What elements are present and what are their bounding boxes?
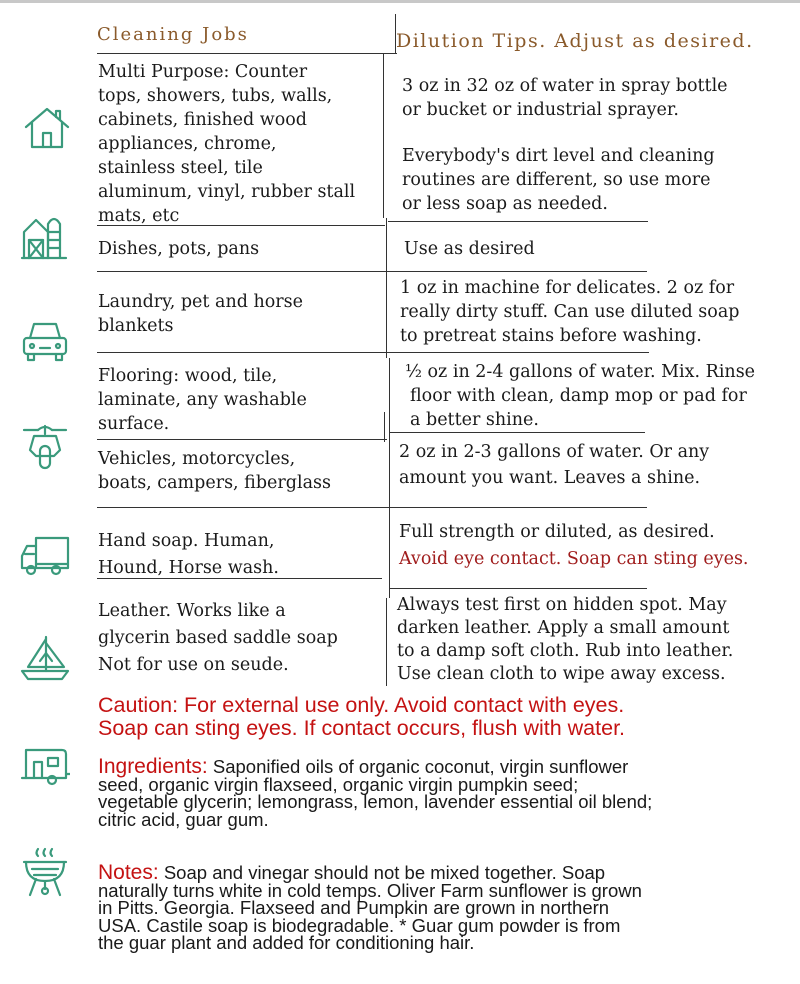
tip-cell: Everybody's dirt level and cleaning routines are different, so use more or less soap as needed. — [402, 146, 715, 214]
job-cell: Dishes, pots, pans — [98, 239, 260, 259]
tip-cell: Always test first on hidden spot. May darken leather. Apply a small amount to a damp soft cloth. Rub into leather. Use clean cloth to wipe away excess. — [397, 595, 734, 684]
tip-cell: 3 oz in 32 oz of water in spray bottle or bucket or industrial sprayer. — [402, 76, 728, 120]
column-divider — [384, 412, 385, 442]
house-icon — [22, 103, 72, 153]
tip-cell: 1 oz in machine for delicates. 2 oz for really dirty stuff. Can use diluted soap to pretreat stains before washing. — [400, 278, 740, 346]
sailboat-icon — [20, 633, 70, 683]
column-divider — [386, 218, 387, 358]
tip-cell: Full strength or diluted, as desired. Avoid eye contact. Soap can sting eyes. — [399, 519, 799, 573]
notes-paragraph: Notes: Soap and vinegar should not be mixed together. Soap naturally turns white in cold temps. Oliver Farm sunflower is grown in Pitts. Georgia. Flaxseed and Pumpkin are grown in northern USA. Castile soap is biodegradable. * Guar gum powder is from the guar plant and added for conditioning hair. — [98, 861, 642, 953]
tip-cell: Use as desired — [404, 239, 535, 259]
caution-text: Caution: For external use only. Avoid contact with eyes. Soap can sting eyes. If contact occurs, flush with water. — [98, 693, 626, 740]
notes-label: Notes: — [98, 861, 159, 884]
header-cleaning-jobs: Cleaning Jobs — [97, 24, 249, 45]
ingredients-paragraph: Ingredients: Saponified oils of organic coconut, virgin sunflower seed, organic virgin flaxseed, organic virgin pumpkin seed; vegetable glycerin; lemongrass, lemon, lavender essential oil blend; citric acid, guar gum. — [98, 755, 653, 830]
column-divider — [383, 54, 384, 218]
top-rule — [0, 0, 800, 3]
job-cell: Leather. Works like a glycerin based saddle soap Not for use on seude. — [98, 601, 338, 675]
tip-cell: 2 oz in 2-3 gallons of water. Or any amount you want. Leaves a shine. — [399, 442, 710, 488]
row-divider — [97, 225, 385, 226]
grill-icon — [20, 847, 70, 897]
row-divider — [97, 271, 647, 272]
job-cell: Flooring: wood, tile, laminate, any washable surface. — [98, 366, 307, 434]
ingredients-label: Ingredients: — [98, 755, 208, 778]
row-divider — [97, 53, 397, 54]
row-divider — [389, 588, 647, 589]
job-cell: Laundry, pet and horse blankets — [98, 292, 303, 336]
truck-icon — [20, 530, 70, 580]
scooter-icon — [20, 420, 70, 470]
car-icon — [20, 316, 70, 366]
barn-icon — [20, 210, 70, 260]
row-divider — [390, 432, 645, 433]
header-dilution-tips: Dilution Tips. Adjust as desired. — [396, 30, 754, 52]
row-divider — [388, 221, 648, 222]
tip-cell: ½ oz in 2-4 gallons of water. Mix. Rinse floor with clean, damp mop or pad for a better shine. — [405, 362, 756, 430]
eye-warning: Avoid eye contact. Soap can sting eyes. — [399, 549, 749, 569]
job-cell: Multi Purpose: Counter tops, showers, tubs, walls, cabinets, finished wood appliances, chrome, stainless steel, tile aluminum, vinyl, rubber stall mats, etc — [98, 62, 356, 224]
row-divider — [97, 352, 649, 353]
column-divider — [386, 598, 387, 686]
row-divider — [97, 507, 647, 508]
column-divider — [389, 358, 390, 598]
job-cell: Hand soap. Human, Hound, Horse wash. — [98, 531, 279, 578]
camper-icon — [20, 740, 70, 790]
column-divider — [395, 14, 396, 54]
job-cell: Vehicles, motorcycles, boats, campers, fiberglass — [98, 449, 331, 493]
row-divider — [97, 439, 387, 440]
